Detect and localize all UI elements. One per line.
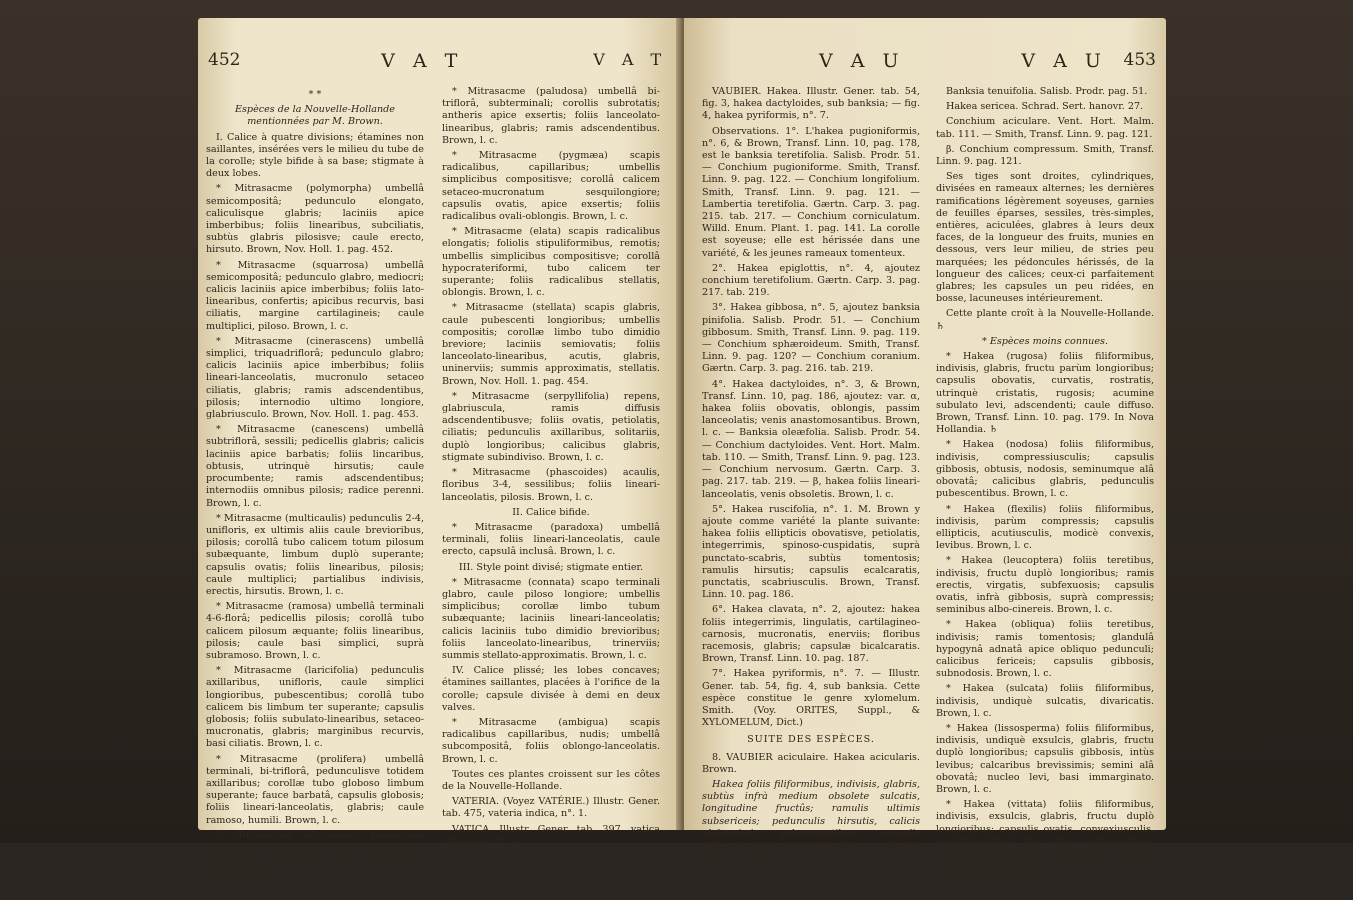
- left-column-1: [206, 86, 424, 878]
- paragraph: VATICA. Illustr. Gener. tab. 397, vatica chinensis, n°. 1.: [442, 823, 660, 847]
- paragraph: * Mitrasacme (laricifolia) pedunculis axillaribus, unifloris, caule simplici longioribus, pubescentibus; corollâ tubo calicem bis limbum ter superante; capsulis globosis; foliis subulato-linearibus, setaceo-mucronatis, glabris; marginibus recurvis, basi ciliatis. Brown, l. c.: [206, 665, 424, 750]
- paragraph: Banksia tenuifolia. Salisb. Prodr. pag. 51.: [946, 86, 1148, 97]
- paragraph: 2°. Hakea epiglottis, n°. 4, ajoutez conchium teretifolium. Gærtn. Carp. 3. pag. 217. tab. 219.: [702, 262, 920, 299]
- paragraph: * Mitrasacme (serpyllifolia) repens, glabriuscula, ramis diffusis adscendentibusve; foliis ovatis, petiolatis, ciliatis; pedunculis axillaribus, solitariis, duplò longioribus; calicibus glabris, stigmate subindiviso. Brown, l. c.: [442, 390, 660, 463]
- paragraph: 4°. Hakea dactyloides, n°. 3, & Brown, Transf. Linn. 10, pag. 186, ajoutez: var. α, hakea foliis obovatis, oblongis, passim lanceolatis; venis anastomosantibus. Brown, l. c. — Banksia oleæfolia. Salisb. Prodr. 54. — Conchium dactyloides. Vent. Hort. Malm. tab. 110. — Smith, Transf. Linn. 9. pag. 123. — Conchium nervosum. Gærtn. Carp. 3. pag. 217. tab. 219. — β, hakea foliis lineari-lanceolatis, venis obsoletis. Brown, l. c.: [702, 378, 920, 500]
- paragraph: Espèces de la Nouvelle-Hollande mentionnées par M. Brown.: [235, 104, 395, 128]
- paragraph: Toutes ces plantes croissent sur les côtes de la Nouvelle-Hollande.: [442, 768, 660, 792]
- paragraph: * Mitrasacme (pygmæa) scapis radicalibus, capillaribus; umbellis simplicibus compositisve; corollâ calicem setaceo-mucronatum sesquilongiore; capsulis ovatis, apice exsertis; foliis radicalibus ovali-oblongis. Brown, l. c.: [442, 150, 660, 223]
- left-column-2: [442, 86, 660, 847]
- paragraph: II. Calice bifide.: [512, 506, 590, 518]
- paragraph: * Hakea (sulcata) foliis filiformibus, indivisis, undiquè sulcatis, divaricatis. Brown, l. c.: [936, 683, 1154, 719]
- page-number: 453: [1123, 50, 1156, 70]
- paragraph: * Hakea (leucoptera) foliis teretibus, indivisis, fructu duplò longioribus; ramis erectis, virgatis, subfexuosis; capsulis ovatis, infrà gibbosis, suprà compressis; seminibus albo-cinereis. Brown, l. c.: [936, 555, 1154, 616]
- paragraph: Observations. 1°. L'hakea pugioniformis, n°. 6, & Brown, Transf. Linn. 10, pag. 178, est le banksia teretifolia. Salisb. Prodr. 51. — Conchium pugioniforme. Smith, Transf. Linn. 9. pag. 122. — Conchium longifolium. Smith, Transf. Linn. 9. pag. 121. — Lambertia teretifolia. Gærtn. Carp. 3. pag. 215. tab. 217. — Conchium corniculatum. Willd. Enum. Plant. 1. pag. 141. La corolle est soyeuse; elle est hérissée dans une variété, & les jeunes rameaux tomenteux.: [702, 125, 920, 259]
- paragraph: Cette plante croît à la Nouvelle-Hollande. ♄: [936, 308, 1154, 332]
- paragraph: * Mitrasacme (polymorpha) umbellâ semicompositâ; pedunculo elongato, caliculisque glabris; laciniis apice imberbibus; foliis linearibus, subciliatis, subtùs glabris pilosisve; caule erecto, hirsuto. Brown, Nov. Holl. 1. pag. 452.: [206, 183, 424, 256]
- paragraph: * *: [308, 89, 322, 100]
- paragraph: * Mitrasacme (canescens) umbellâ subtriflorâ, sessili; pedicellis glabris; calicis laciniis apice barbatis; foliis lincaribus, obtusis, utrinquè hirsutis; caule procumbente; ramis adscendentibus; internodiis omnibus pilosis; radice perenni. Brown, l. c.: [206, 424, 424, 509]
- running-head-repeat: V A T: [593, 50, 668, 69]
- right-page-header: [684, 50, 1166, 80]
- paragraph: * Mitrasacme (alsinoides) pedunculis solitariis, lateralibus; foliis ovato-lanceolatis, glabris; caule dichotomo, erecto. Brown, l. c.: [206, 829, 424, 878]
- paragraph: * Hakea (flexilis) foliis filiformibus, indivisis, parùm compressis; capsulis ellipticis, acutiusculis, modicè convexis, levibus. Brown, l. c.: [936, 503, 1154, 552]
- paragraph: III. Style point divisé; stigmate entier.: [458, 561, 644, 573]
- paragraph: Hakea foliis filiformibus, indivisis, glabris, subtùs infrà medium obsolete sulcatis, longitudine fructûs; ramulis ultimis subsericeis; pedunculis hirsutis, calicis glaberrimis subæquantibus; capsulis gibbosis, intùs lacunosis. Brown, Transf. Linn. 10. pag. 181.: [702, 778, 920, 864]
- paragraph: * Mitrasacme (elata) scapis radicalibus elongatis; foliolis stipuliformibus, remotis; umbellis simplicibus compositisve; corollâ hypocrateriformi, tubo calicem ter superante; foliis radicalibus stellatis, oblongis. Brown, l. c.: [442, 226, 660, 299]
- left-page: [198, 18, 680, 878]
- paragraph: VAUBIER. Hakea. Illustr. Gener. tab. 54, fig. 3, hakea dactyloides, sub banksia; — fig. 4, hakea pyriformis, n°. 7.: [702, 86, 920, 122]
- paragraph: 7°. Hakea pyriformis, n°. 7. — Illustr. Gener. tab. 54, fig. 4, sub banksia. Cette espèce constitue le genre xylomelum. Smith. (Voy. ORITES, Suppl., & XYLOMELUM, Dict.): [702, 668, 920, 729]
- paragraph: 8. VAUBIER aciculaire. Hakea acicularis. Brown.: [702, 751, 920, 775]
- left-page-header: [198, 50, 680, 80]
- paragraph: * Mitrasacme (connata) scapo terminali glabro, caule piloso longiore; umbellis simplicibus; corollæ limbo tubum subæquante; laciniis lineari-lanceolatis; calicis laciniis tubo dimidio brevioribus; foliis lanceolato-linearibus, trinerviis; summis stellato-approximatis. Brown, l. c.: [442, 576, 660, 661]
- paragraph: * Mitrasacme (cinerascens) umbellâ simplici, triquadriflorâ; pedunculo glabro; calicis laciniis apice imberbibus; foliis lineari-lanceolatis, mucronulo setaceo ciliatis, glabris; ramis adscendentibus, pilosis; internodio ultimo longiore, glabriusculo. Brown, Nov. Holl. 1. pag. 453.: [206, 335, 424, 421]
- paragraph: * Hakea (obliqua) foliis teretibus, indivisis; ramis tomentosis; glandulâ hypogynâ adnatâ apice obliquo pedunculi; calicibus fericeis; capsulis gibbosis, subnodosis. Brown, l. c.: [936, 619, 1154, 680]
- paragraph: * Mitrasacme (phascoides) acaulis, floribus 3-4, sessilibus; foliis lineari-lanceolatis, pilosis. Brown, l. c.: [442, 467, 660, 503]
- running-head: V A T: [381, 50, 464, 72]
- paragraph: β. Conchium compressum. Smith, Transf. Linn. 9. pag. 121.: [936, 143, 1154, 168]
- paragraph: * Mitrasacme (squarrosa) umbellâ semicompositâ; pedunculo glabro, mediocri; calicis laciniis apice imberbibus; foliis lato-linearibus, confertis; apicibus recurvis, basi ciliatis, margine cartilagineis; caule multiplici, piloso. Brown, l. c.: [206, 259, 424, 332]
- paragraph: * Mitrasacme (paludosa) umbellâ bi-triflorâ, subterminali; corollis subrotatis; antheris apice exsertis; foliis lanceolato-linearibus, glabris; ramis adscendentibus. Brown, l. c.: [442, 86, 660, 146]
- page-number: 452: [208, 50, 241, 70]
- paragraph: * Mitrasacme (paradoxa) umbellâ terminali, foliis lineari-lanceolatis, caule erecto, capsulâ inclusâ. Brown, l. c.: [442, 521, 660, 558]
- paragraph: Ses tiges sont droites, cylindriques, divisées en rameaux alternes; les dernières ramifications légèrement soyeuses, garnies de feuilles éparses, sessiles, très-simples, entières, aciculées, glabres à leurs deux faces, de la longueur des fruits, munies en dessous, vers leur milieu, de stries peu marquées; les pédoncules hérissés, de la longueur des calices; ceux-ci parfaitement glabres; les capsules un peu ridées, en bosse, lacuneuses intérieurement.: [936, 171, 1154, 305]
- right-page: [684, 18, 1166, 899]
- paragraph: * Mitrasacme (stellata) scapis glabris, caule pubescenti longioribus; umbellis compositis; corollæ limbo tubo dimidio breviore; laciniis semiovatis; foliis lanceolato-linearibus, acutis, glabris, uninerviis; summis approximatis, stellatis. Brown, Nov. Holl. 1. pag. 454.: [442, 302, 660, 387]
- paragraph: 6°. Hakea clavata, n°. 2, ajoutez: hakea foliis integerrimis, lingulatis, cartilagineo-carnosis, mucronatis, enerviis; floribus racemosis, glabris; capsulæ bicalcaratis. Brown, Transf. Linn. 10. pag. 187.: [702, 604, 920, 665]
- paragraph: Conchium aciculare. Vent. Hort. Malm. tab. 111. — Smith, Transf. Linn. 9. pag. 121.: [936, 116, 1154, 140]
- paragraph: * Hakea (rugosa) foliis filiformibus, indivisis, glabris, fructu parùm longioribus; capsulis obovatis, curvatis, rostratis, utrinquè cristatis, rugosis; acumine subulato levi, adscendenti; caule diffuso. Brown, Transf. Linn. 10. pag. 179. In Nova Hollandia. ♄: [936, 351, 1154, 436]
- right-column-2: [936, 86, 1154, 899]
- paragraph: * Mitrasacme (multicaulis) pedunculis 2-4, unifloris, ex ultimis aliis caule brevioribus, pilosis; corollâ tubo calicem totum pilosum subæquante, limbum duplò superante; capsulis ovatis; foliis linearibus, pilosis; caule multiplici; partialibus indivisis, erectis, hirsutis. Brown, l. c.: [206, 512, 424, 597]
- right-column-1: [702, 86, 920, 864]
- running-head: V A U: [818, 50, 905, 72]
- paragraph: * Mitrasacme (ramosa) umbellâ terminali 4-6-florâ; pedicellis pilosis; corollâ tubo calicem pilosum æquante; foliis linearibus, pilosis; caule basi simplici, suprà subramoso. Brown, l. c.: [206, 601, 424, 661]
- paragraph: * Mitrasacme (prolifera) umbellâ terminali, bi-triflorâ, pedunculisve totidem axillaribus; corollæ tubo globoso limbum superante; fauce barbatâ, capsulis globosis; foliis lineari-lanceolatis, glabris; caule ramoso, humili. Brown, l. c.: [206, 753, 424, 826]
- paragraph: IV. Calice plissé; les lobes concaves; étamines saillantes, placées à l'orifice de la corolle; capsule divisée à demi en deux valves.: [442, 665, 660, 713]
- paragraph: * Hakea (vittata) foliis filiformibus, indivisis, exsulcis, glabris, fructu duplò longioribus; capsulis ovatis, convexiusculis, æquilateralibus, basi citius dehiscentibus, intùs lacunosis; seminis alâ obovatâ; ramulis tomentosis. Brown, l. c.: [936, 799, 1154, 872]
- paragraph: SUITE DES ESPÈCES.: [747, 734, 875, 746]
- paragraph: 3°. Hakea gibbosa, n°. 5, ajoutez banksia pinifolia. Salisb. Prodr. 51. — Conchium gibbosum. Smith, Transf. Linn. 9. pag. 119. — Conchium sphæroideum. Smith, Transf. Linn. 9. pag. 120? — Conchium coranium. Gærtn. Carp. 3. pag. 216. tab. 219.: [702, 302, 920, 375]
- paragraph: * Hakea (nodosa) foliis filiformibus, indivisis, compressiusculis; capsulis gibbosis, obtusis, nodosis, seminumque alâ obovatâ; calicibus glabris, pedunculis pubescentibus. Brown, l. c.: [936, 439, 1154, 500]
- running-head-repeat: V A U: [1021, 50, 1107, 72]
- paragraph: * Espèces moins connues.: [981, 335, 1109, 347]
- paragraph: 5°. Hakea ruscifolia, n°. 1. M. Brown y ajoute comme variété la plante suivante: hakea foliis ellipticis obovatisve, petiolatis, integerrimis, spinoso-cuspidatis, suprà punctato-scabris, subtùs tomentosis; ramulis hirsutis; capsulis ecalcaratis, punctatis, scabriusculis. Brown, Transf. Linn. 10. pag. 186.: [702, 503, 920, 601]
- paragraph: * Hakea (cycloptera) foliis filiformibus, indi-: [936, 875, 1154, 899]
- paragraph: VATERIA. (Voyez VATÉRIE.) Illustr. Gener. tab. 475, vateria indica, n°. 1.: [442, 796, 660, 820]
- paragraph: I. Calice à quatre divisions; étamines non saillantes, insérées vers le milieu du tube de la corolle; style bifide à sa base; stigmate à deux lobes.: [206, 131, 424, 180]
- paragraph: Hakea sericea. Schrad. Sert. hanovr. 27.: [946, 101, 1144, 113]
- paragraph: * Mitrasacme (ambigua) scapis radicalibus capillaribus, nudis; umbellâ subcompositâ, foliis oblongo-lanceolatis. Brown, l. c.: [442, 716, 660, 765]
- paragraph: * Hakea (lissosperma) foliis filiformibus, indivisis, undiquè exsulcis, glabris, fructu duplò longioribus; capsulis gibbosis, intùs levibus; calcaribus brevissimis; semini alâ obovatâ; nucleo levi, basi immarginato. Brown, l. c.: [936, 722, 1154, 795]
